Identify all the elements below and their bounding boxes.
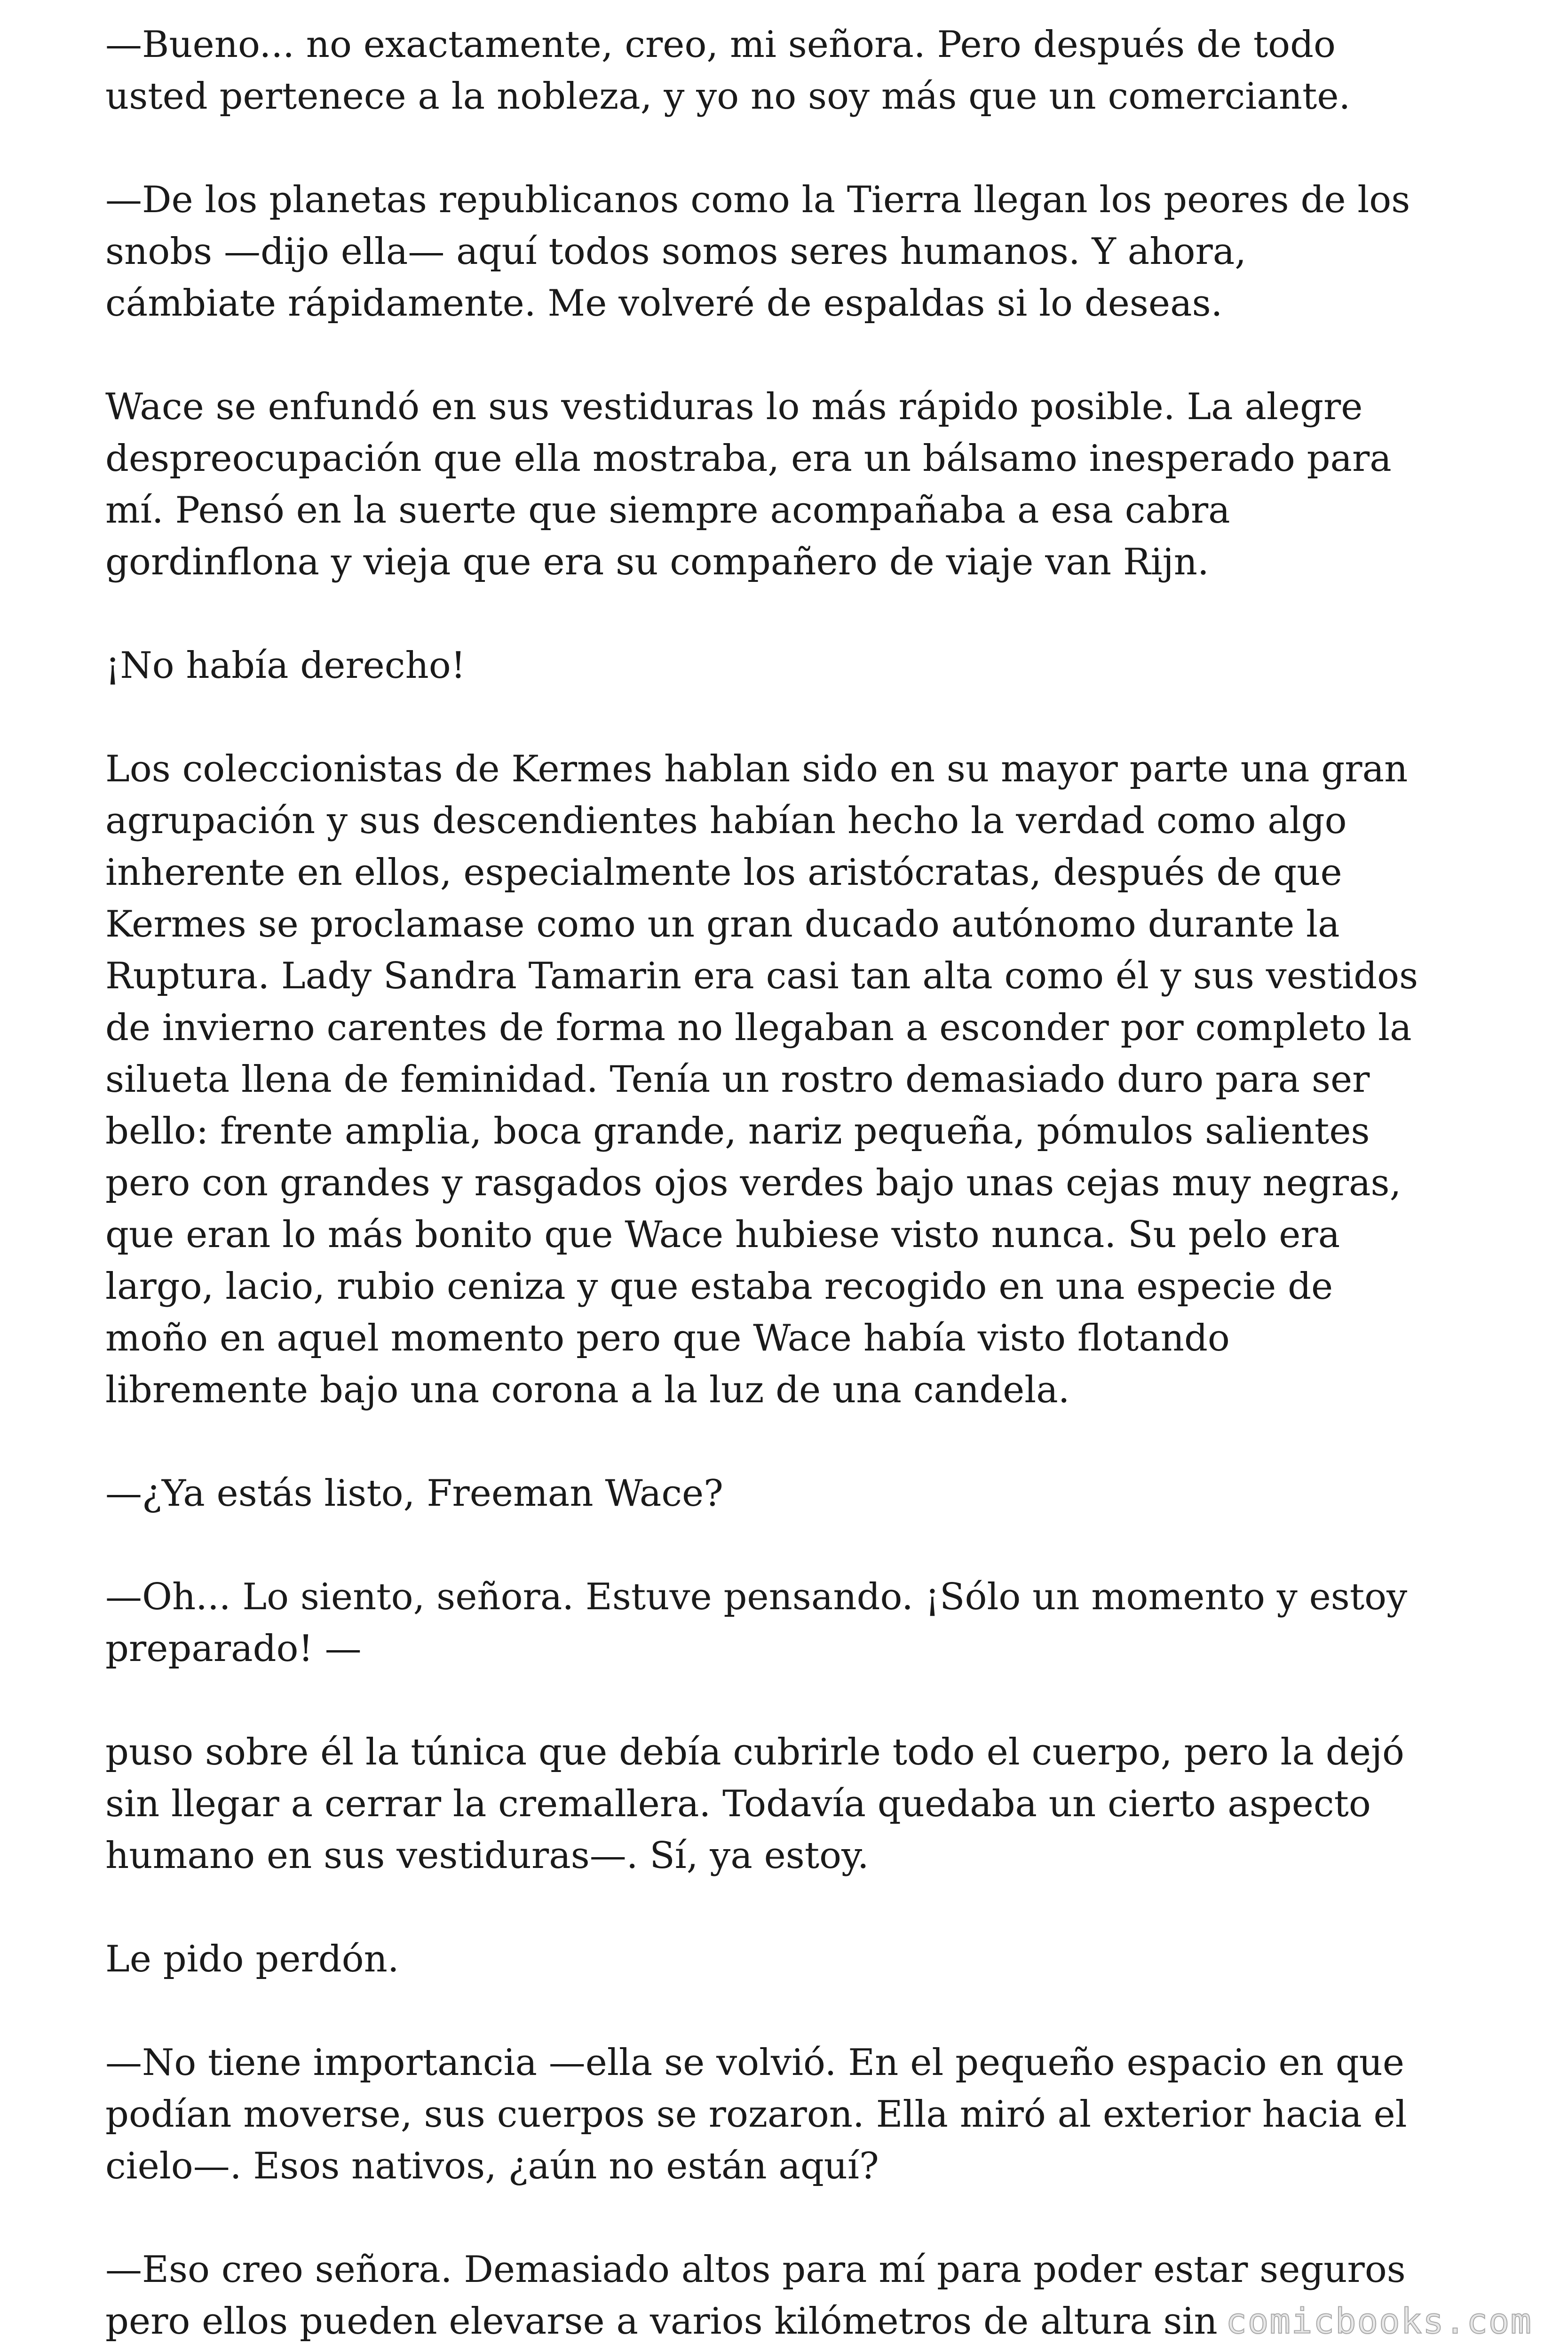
watermark: comicbooks.com (1226, 2301, 1532, 2342)
text-line: —No tiene importancia —ella se volvió. En el pequeño espacio en que (105, 2042, 1405, 2084)
paragraph (105, 1726, 1469, 1882)
text-line: mí. Pensó en la suerte que siempre acompañaba a esa cabra (105, 489, 1230, 532)
text-line: gordinflona y vieja que era su compañero de viaje van Rijn. (105, 541, 1209, 583)
text-line: Los coleccionistas de Kermes hablan sido en su mayor parte una gran (105, 748, 1408, 790)
text-line: moño en aquel momento pero que Wace había visto flotando (105, 1317, 1230, 1359)
text-line: pero ellos pueden elevarse a varios kilómetros de altura sin (105, 2300, 1218, 2343)
text-line: Ruptura. Lady Sandra Tamarin era casi tan alta como él y sus vestidos (105, 955, 1418, 997)
text-line: ¡No había derecho! (105, 644, 466, 687)
text-line: Le pido perdón. (105, 1938, 399, 1980)
book-page (105, 19, 1469, 2352)
text-line: despreocupación que ella mostraba, era un bálsamo inesperado para (105, 437, 1392, 480)
text-line (105, 2347, 1469, 2352)
text-line: —Eso creo señora. Demasiado altos para mí para poder estar seguros (105, 2249, 1406, 2291)
paragraph (105, 1933, 1469, 1985)
text-line: Kermes se proclamase como un gran ducado autónomo durante la (105, 903, 1340, 946)
text-line: usted pertenece a la nobleza, y yo no soy más que un comerciante. (105, 75, 1351, 118)
text-line: que eran lo más bonito que Wace hubiese visto nunca. Su pelo era (105, 1214, 1340, 1256)
paragraph (105, 1468, 1469, 1519)
text-line: humano en sus vestiduras—. Sí, ya estoy. (105, 1835, 869, 1877)
text-line: cielo—. Esos nativos, ¿aún no están aquí? (105, 2145, 879, 2187)
text-line: de invierno carentes de forma no llegaban a esconder por completo la (105, 1007, 1412, 1049)
text-line: cámbiate rápidamente. Me volveré de espaldas si lo deseas. (105, 282, 1223, 325)
paragraph (105, 381, 1469, 588)
text-line: agrupación y sus descendientes habían hecho la verdad como algo (105, 800, 1347, 842)
paragraph (105, 2037, 1469, 2192)
text-line: preparado! — (105, 1628, 362, 1670)
paragraph (105, 174, 1469, 329)
paragraph (105, 743, 1469, 1416)
text-line: silueta llena de feminidad. Tenía un rostro demasiado duro para ser (105, 1058, 1370, 1101)
text-line: snobs —dijo ella— aquí todos somos seres humanos. Y ahora, (105, 230, 1247, 273)
text-line: —De los planetas republicanos como la Tierra llegan los peores de los (105, 179, 1410, 221)
paragraph (105, 19, 1469, 122)
text-line: podían moverse, sus cuerpos se rozaron. Ella miró al exterior hacia el (105, 2093, 1407, 2136)
text-line: Wace se enfundó en sus vestiduras lo más rápido posible. La alegre (105, 386, 1363, 428)
text-line: puso sobre él la túnica que debía cubrirle todo el cuerpo, pero la dejó (105, 1731, 1404, 1773)
text-line: bello: frente amplia, boca grande, nariz pequeña, pómulos salientes (105, 1110, 1370, 1152)
text-line: largo, lacio, rubio ceniza y que estaba recogido en una especie de (105, 1265, 1333, 1308)
text-line: pero con grandes y rasgados ojos verdes bajo unas cejas muy negras, (105, 1162, 1402, 1204)
text-line: —¿Ya estás listo, Freeman Wace? (105, 1472, 724, 1515)
paragraph (105, 1571, 1469, 1675)
text-line: —Oh... Lo siento, señora. Estuve pensando. ¡Sólo un momento y estoy (105, 1576, 1408, 1618)
text-line: —Bueno... no exactamente, creo, mi señora. Pero después de todo (105, 24, 1336, 66)
paragraph (105, 640, 1469, 691)
text-line: inherente en ellos, especialmente los aristócratas, después de que (105, 851, 1342, 894)
text-line: sin llegar a cerrar la cremallera. Todavía quedaba un cierto aspecto (105, 1783, 1371, 1825)
text-line: libremente bajo una corona a la luz de una candela. (105, 1369, 1070, 1411)
